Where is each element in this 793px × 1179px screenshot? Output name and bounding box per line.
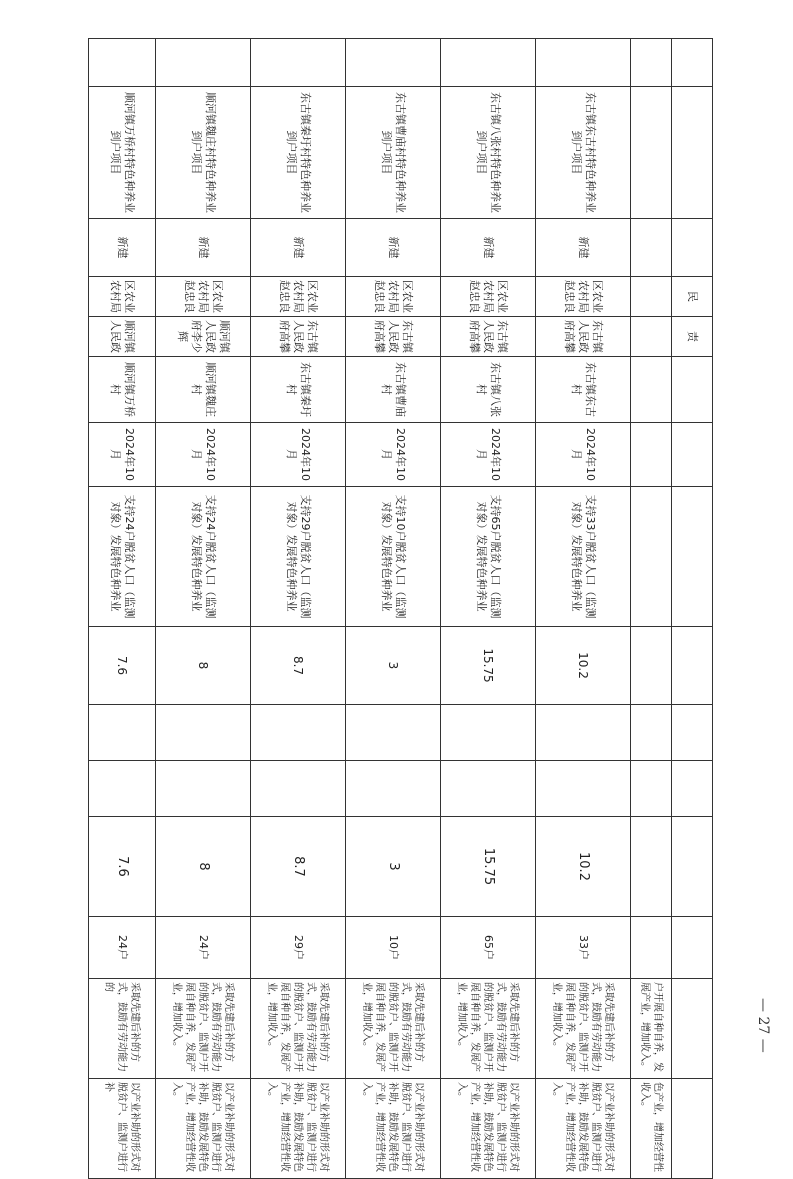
project-table bbox=[88, 38, 713, 1179]
empty-cell bbox=[156, 39, 251, 87]
cont-cell bbox=[631, 627, 672, 705]
project-content: 支持33户脱贫人口（监测对象）发展特色种养业 bbox=[536, 487, 631, 627]
header-cell bbox=[672, 817, 713, 917]
project-name: 顺河镇魏庄村特色种养业到户项目 bbox=[156, 87, 251, 219]
responsible-dept: 区农业农村局赵忠良 bbox=[346, 277, 441, 317]
empty-cell bbox=[536, 705, 631, 761]
total-amount: 8.7 bbox=[251, 817, 346, 917]
empty-cell bbox=[441, 39, 536, 87]
cont-benefit: 色产业，增加经营性收入。 bbox=[631, 1079, 672, 1179]
empty-cell bbox=[251, 39, 346, 87]
completion-time: 2024年10月 bbox=[156, 423, 251, 487]
fund-amount: 8.7 bbox=[251, 627, 346, 705]
benefit-mechanism: 以产业补助的形式对脱贫户、监测户进行补助，鼓励发展特色产业，增加经营性收入。 bbox=[536, 1079, 631, 1179]
beneficiary-households: 10户 bbox=[346, 917, 441, 979]
implementing-unit: 顺河镇人民政府李少辉 bbox=[156, 317, 251, 357]
project-name: 东古镇八张村特色种养业到户项目 bbox=[441, 87, 536, 219]
empty-cell bbox=[346, 705, 441, 761]
empty-cell bbox=[251, 705, 346, 761]
table-row bbox=[441, 39, 536, 1179]
completion-time: 2024年10月 bbox=[536, 423, 631, 487]
benefit-mechanism: 以产业补助的形式对脱贫户、监测户进行补 bbox=[89, 1079, 156, 1179]
cont-cell bbox=[631, 761, 672, 817]
cont-cell bbox=[631, 219, 672, 277]
empty-cell bbox=[89, 705, 156, 761]
empty-cell bbox=[536, 761, 631, 817]
cont-cell bbox=[631, 277, 672, 317]
table-row bbox=[536, 39, 631, 1179]
fund-amount: 10.2 bbox=[536, 627, 631, 705]
empty-cell bbox=[346, 39, 441, 87]
cont-cell bbox=[631, 39, 672, 87]
cont-cell bbox=[631, 357, 672, 423]
cont-cell bbox=[631, 317, 672, 357]
table-header-row bbox=[672, 39, 713, 1179]
project-name: 顺河镇万桥村特色种养业到户项目 bbox=[89, 87, 156, 219]
header-cell bbox=[672, 917, 713, 979]
table-row bbox=[156, 39, 251, 1179]
implementing-unit: 顺河镇人民政 bbox=[89, 317, 156, 357]
empty-cell bbox=[89, 39, 156, 87]
total-amount: 10.2 bbox=[536, 817, 631, 917]
total-amount: 3 bbox=[346, 817, 441, 917]
empty-cell bbox=[251, 761, 346, 817]
project-content: 支持24户脱贫人口（监测对象）发展特色种养业 bbox=[89, 487, 156, 627]
cont-cell bbox=[631, 917, 672, 979]
support-method: 采取先建后补的方式，鼓励有劳动能力的脱贫户、监测户开展自种自养，发展产业，增加收入。 bbox=[346, 979, 441, 1079]
responsible-dept: 区农业农村局赵忠良 bbox=[156, 277, 251, 317]
project-location: 顺河镇魏庄村 bbox=[156, 357, 251, 423]
fund-amount: 15.75 bbox=[441, 627, 536, 705]
header-cell bbox=[672, 487, 713, 627]
implementing-unit: 东古镇人民政府高攀 bbox=[441, 317, 536, 357]
empty-cell bbox=[156, 705, 251, 761]
support-method: 采取先建后补的方式，鼓励有劳动能力的脱贫户、监测户开展自种自养，发展产业，增加收入。 bbox=[156, 979, 251, 1079]
cont-cell bbox=[631, 87, 672, 219]
header-dept-mark: 民 bbox=[672, 277, 713, 317]
build-type: 新建 bbox=[89, 219, 156, 277]
header-cell bbox=[672, 357, 713, 423]
completion-time: 2024年10月 bbox=[89, 423, 156, 487]
project-name: 东古镇东古村特色种养业到户项目 bbox=[536, 87, 631, 219]
cont-cell bbox=[631, 705, 672, 761]
project-content: 支持24户脱贫人口（监测对象）发展特色种养业 bbox=[156, 487, 251, 627]
total-amount: 8 bbox=[156, 817, 251, 917]
empty-cell bbox=[441, 705, 536, 761]
header-cell bbox=[672, 979, 713, 1079]
project-location: 东古镇秦圩村 bbox=[251, 357, 346, 423]
implementing-unit: 东古镇人民政府高攀 bbox=[536, 317, 631, 357]
beneficiary-households: 24户 bbox=[89, 917, 156, 979]
header-cell bbox=[672, 1079, 713, 1179]
empty-cell bbox=[156, 761, 251, 817]
project-name: 东古镇秦圩村特色种养业到户项目 bbox=[251, 87, 346, 219]
empty-cell bbox=[89, 761, 156, 817]
header-cell bbox=[672, 39, 713, 87]
table-row bbox=[251, 39, 346, 1179]
cont-cell bbox=[631, 423, 672, 487]
build-type: 新建 bbox=[441, 219, 536, 277]
responsible-dept: 区农业农村局赵忠良 bbox=[441, 277, 536, 317]
completion-time: 2024年10月 bbox=[251, 423, 346, 487]
benefit-mechanism: 以产业补助的形式对脱贫户、监测户进行补助，鼓励发展特色产业，增加经营性收入。 bbox=[251, 1079, 346, 1179]
cont-method: 户开展自种自养，发展产业，增加收入。 bbox=[631, 979, 672, 1079]
project-location: 顺河镇万桥村 bbox=[89, 357, 156, 423]
benefit-mechanism: 以产业补助的形式对脱贫户、监测户进行补助，鼓励发展特色产业，增加经营性收入。 bbox=[346, 1079, 441, 1179]
responsible-dept: 区农业农村局赵忠良 bbox=[251, 277, 346, 317]
fund-amount: 3 bbox=[346, 627, 441, 705]
header-cell bbox=[672, 423, 713, 487]
header-cell bbox=[672, 627, 713, 705]
fund-amount: 8 bbox=[156, 627, 251, 705]
project-content: 支持10户脱贫人口（监测对象）发展特色种养业 bbox=[346, 487, 441, 627]
beneficiary-households: 65户 bbox=[441, 917, 536, 979]
responsible-dept: 区农业农村局赵忠良 bbox=[536, 277, 631, 317]
support-method: 采取先建后补的方式，鼓励有劳动能力的 bbox=[89, 979, 156, 1079]
empty-cell bbox=[441, 761, 536, 817]
empty-cell bbox=[346, 761, 441, 817]
page-number: — 27 — bbox=[755, 998, 771, 1053]
beneficiary-households: 33户 bbox=[536, 917, 631, 979]
continuation-row bbox=[631, 39, 672, 1179]
build-type: 新建 bbox=[536, 219, 631, 277]
support-method: 采取先建后补的方式，鼓励有劳动能力的脱贫户、监测户开展自种自养，发展产业，增加收入。 bbox=[441, 979, 536, 1079]
project-location: 东古镇八张村 bbox=[441, 357, 536, 423]
beneficiary-households: 29户 bbox=[251, 917, 346, 979]
fund-amount: 7.6 bbox=[89, 627, 156, 705]
empty-cell bbox=[536, 39, 631, 87]
project-location: 东古镇曹庙村 bbox=[346, 357, 441, 423]
cont-cell bbox=[631, 817, 672, 917]
build-type: 新建 bbox=[346, 219, 441, 277]
header-cell bbox=[672, 705, 713, 761]
header-cell bbox=[672, 219, 713, 277]
project-name: 东古镇曹庙村特色种养业到户项目 bbox=[346, 87, 441, 219]
build-type: 新建 bbox=[251, 219, 346, 277]
project-location: 东古镇东古村 bbox=[536, 357, 631, 423]
table-row bbox=[89, 39, 156, 1179]
support-method: 采取先建后补的方式，鼓励有劳动能力的脱贫户、监测户开展自种自养，发展产业，增加收入。 bbox=[536, 979, 631, 1079]
cont-cell bbox=[631, 487, 672, 627]
header-unit-mark: 责 bbox=[672, 317, 713, 357]
header-cell bbox=[672, 761, 713, 817]
completion-time: 2024年10月 bbox=[441, 423, 536, 487]
total-amount: 15.75 bbox=[441, 817, 536, 917]
beneficiary-households: 24户 bbox=[156, 917, 251, 979]
project-content: 支持65户脱贫人口（监测对象）发展特色种养业 bbox=[441, 487, 536, 627]
build-type: 新建 bbox=[156, 219, 251, 277]
responsible-dept: 区农业农村局 bbox=[89, 277, 156, 317]
benefit-mechanism: 以产业补助的形式对脱贫户、监测户进行补助，鼓励发展特色产业，增加经营性收入。 bbox=[441, 1079, 536, 1179]
table-row bbox=[346, 39, 441, 1179]
header-cell bbox=[672, 87, 713, 219]
total-amount: 7.6 bbox=[89, 817, 156, 917]
completion-time: 2024年10月 bbox=[346, 423, 441, 487]
project-content: 支持29户脱贫人口（监测对象）发展特色种养业 bbox=[251, 487, 346, 627]
support-method: 采取先建后补的方式，鼓励有劳动能力的脱贫户、监测户开展自种自养，发展产业，增加收入。 bbox=[251, 979, 346, 1079]
benefit-mechanism: 以产业补助的形式对脱贫户、监测户进行补助，鼓励发展特色产业，增加经营性收入。 bbox=[156, 1079, 251, 1179]
implementing-unit: 东古镇人民政府高攀 bbox=[251, 317, 346, 357]
implementing-unit: 东古镇人民政府高攀 bbox=[346, 317, 441, 357]
